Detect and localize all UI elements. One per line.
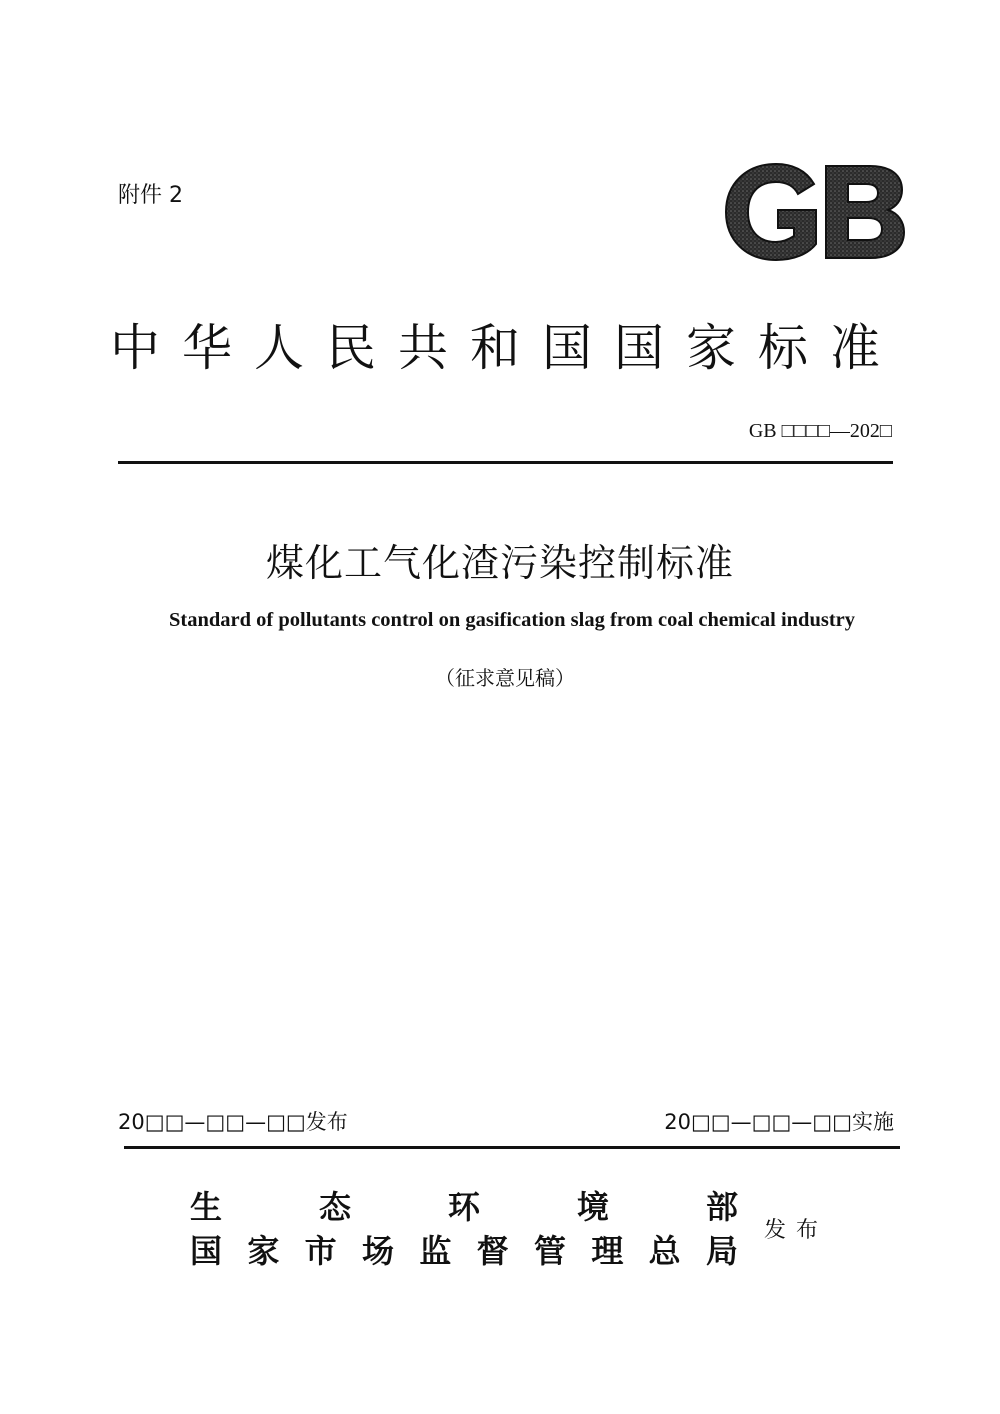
standard-number: GB □□□□—202□ (748, 420, 892, 442)
bottom-divider (124, 1146, 900, 1149)
draft-note: （征求意见稿） (435, 666, 575, 690)
issuer-market-regulation: 国 家 市 场 监 督 管 理 总 局 (190, 1232, 738, 1270)
gb-logo-icon (722, 162, 906, 262)
issue-date: 20□□—□□—□□发布 (118, 1110, 348, 1134)
title-english: Standard of pollutants control on gasification slag from coal chemical industry (168, 609, 856, 631)
country-standard-title: 中华人民共和国国家标准 (110, 319, 902, 377)
top-divider (118, 461, 893, 464)
attachment-label: 附件 2 (118, 183, 183, 208)
issuer-ministry-ecology: 生 态 环 境 部 (190, 1188, 738, 1226)
title-chinese: 煤化工气化渣污染控制标准 (265, 541, 734, 585)
implementation-date: 20□□—□□—□□实施 (664, 1110, 894, 1134)
publish-label: 发布 (764, 1218, 829, 1243)
